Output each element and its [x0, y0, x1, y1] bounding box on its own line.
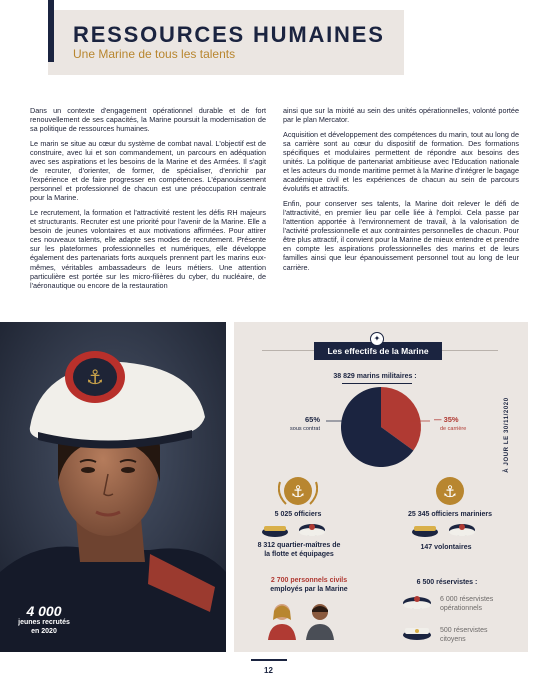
effectifs-infographic	[234, 322, 528, 652]
sailor-photo	[0, 322, 226, 652]
quartier-maitres-line2: la flotte et équipages	[264, 551, 334, 558]
date-note-text: À JOUR LE 30/11/2020	[504, 397, 510, 473]
svg-text:⚓: ⚓	[290, 482, 306, 501]
pie-label-category: de carrière	[440, 426, 467, 432]
photo-caption	[4, 604, 84, 636]
svg-text:⚓: ⚓	[86, 365, 104, 389]
quartier-maitres-line1: 8 312 quartier-maîtres de	[257, 542, 341, 549]
operational-reservist-cap-icon	[402, 595, 432, 611]
civilians-icon	[264, 600, 344, 640]
body-column-right	[283, 106, 519, 277]
paragraph: Le marin se situe au cœur du système de combat naval. L'objectif est de construire, avec lui et son commandement, un parcours en adéquation avec ses aspirations et les besoins de la Marine et des Armées. Il s'agit de recruter, d'orienter, de former, de spécialiser, d'enrichir par l'expérience et de faire progresser en compétences. L'épanouissement personnel et professionnel de chacun est une préoccupation centrale pour la Marine.	[30, 138, 266, 203]
citizen-reservist-cap-icon	[402, 625, 432, 641]
officers-insignia-icon	[278, 474, 318, 508]
svg-text:⚓: ⚓	[442, 482, 458, 501]
paragraph: ainsi que sur la mixité au sein des unités opérationnelles, volonté portée par le plan Mercator.	[283, 106, 519, 125]
page-number-rule	[251, 659, 287, 661]
paragraph: Enfin, pour conserver ses talents, la Marine doit relever le défi de l'attractivité, en premier lieu par celle liée à l'emploi. Cela passe par l'attention apportée à l'environnement de travail, à la valorisation de l'activité professionnelle et aux contraintes personnelles de chacun. Pour être plus attractif, il convient pour la Marine de mieux entendre et prendre en compte les aspirations professionnelles des marins et de leurs familles ainsi que leur épanouissement personnel tout au long de leur carrière.	[283, 198, 519, 272]
reservistes-op-line1: 6 000 réservistes	[440, 596, 494, 603]
reservistes-op-line2: opérationnels	[440, 605, 483, 612]
officiers-count: 5 025 officiers	[274, 511, 322, 518]
body-column-left	[30, 106, 266, 295]
civils-line2: employés par la Marine	[270, 586, 348, 593]
header-accent-bar	[48, 0, 54, 62]
pie-label-value: 65%	[304, 415, 320, 424]
recruits-year: en 2020	[31, 627, 57, 635]
total-marins: 38 829 marins militaires :	[333, 373, 417, 380]
reservistes-cit-line1: 500 réservistes	[440, 627, 488, 634]
pie-label-value: — 35%	[434, 415, 459, 424]
petty-officers-insignia-icon	[430, 474, 470, 508]
volontaires-count: 147 volontaires	[420, 544, 472, 551]
sailor-caps-icon	[260, 522, 330, 540]
reservistes-total: 6 500 réservistes :	[416, 579, 478, 586]
page-subtitle: Une Marine de tous les talents	[73, 47, 236, 61]
paragraph: Le recrutement, la formation et l'attractivité restent les défis RH majeurs et structurants. Recruter est une priorité pour l'avenir de la Marine. Elle a besoin de jeunes volontaires et aux motivations affirmées. Pour attirer ces nouveaux talents, elle adapte ses modes de recrutement. Présente sur les plateformes professionnelles et numériques, elle développe également des partenariats forts auxquels prennent part les marins eux-mêmes, véritables ambassadeurs de leurs métiers. Une attention particulière est portée sur les micro-filières du cyber, du nucléaire, de l'aéronautique ou encore de la restauration	[30, 207, 266, 290]
paragraph: Acquisition et développement des compétences du marin, tout au long de sa carrière sont au cœur du dispositif de formation. Des formations spécifiques et modulaires permettent de répondre aux besoins des unités. La politique de partenariat ambitieuse avec l'Education nationale et les acteurs du monde maritime permet à la Marine d'intégrer le bagage académique civil et les expériences de chacun au sein de parcours évolutifs et attractifs.	[283, 129, 519, 194]
compass-icon: ✦	[370, 332, 384, 346]
pie-chart	[234, 384, 528, 474]
page-title: RESSOURCES HUMAINES	[73, 22, 385, 47]
officiers-mariniers-count: 25 345 officiers mariniers	[407, 511, 493, 518]
civils-line1: 2 700 personnels civils	[270, 577, 348, 584]
volunteer-caps-icon	[410, 522, 480, 540]
page-number: 12	[264, 666, 273, 675]
recruits-caption: jeunes recrutés	[18, 619, 70, 626]
pie-label-category: sous contrat	[290, 426, 320, 432]
infographic-title: Les effectifs de la Marine	[314, 342, 442, 360]
reservistes-cit-line2: citoyens	[440, 636, 466, 643]
paragraph: Dans un contexte d'engagement opérationnel durable et de fort renouvellement de ses capacités, la Marine poursuit la modernisation de sa politique de ressources humaines.	[30, 106, 266, 134]
recruits-number: 4 000	[26, 603, 62, 619]
